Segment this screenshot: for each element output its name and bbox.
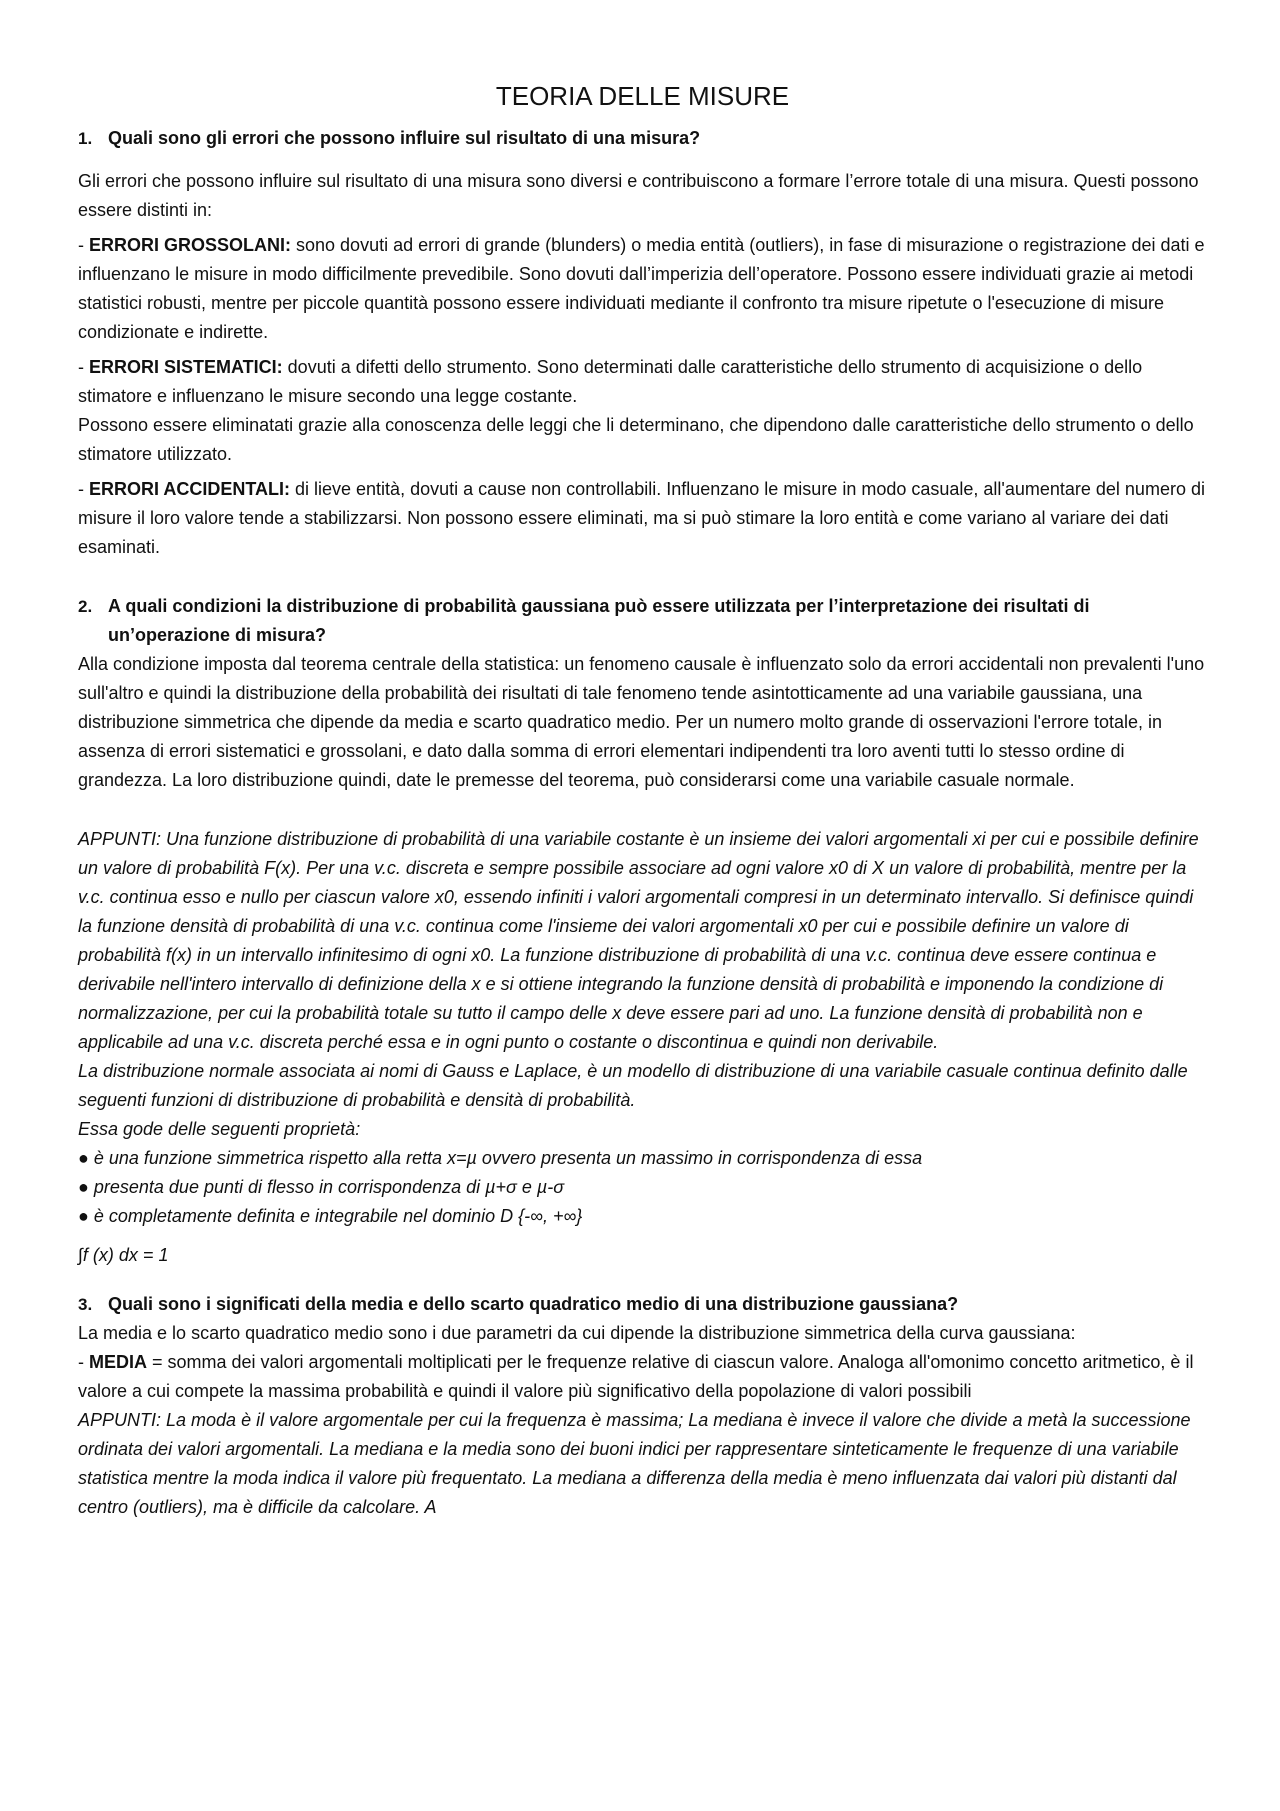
errori-accidentali-text: di lieve entità, dovuti a cause non controllabili. Influenzano le misure in modo casuale, all'aumentare del numero di misure il loro valore tende a stabilizzarsi. Non possono essere eliminati, ma si può stimare la loro entità e come variano al variare dei dati esaminati.: [78, 479, 1205, 557]
q2-appunti: APPUNTI: Una funzione distribuzione di probabilità di una variabile costante è un insieme dei valori argomentali xi per cui e possibile definire un valore di probabilità F(x). Per una v.c. discreta e sempre possibile associare ad ogni valore x0 di X un valore di probabilità, mentre per la v.c. continua esso e nullo per ciascun valore x0, essendo infiniti i valori argomentali compresi in un determinato intervallo. Si definisce quindi la funzione densità di probabilità di una v.c. continua come l'insieme dei valori argomentali x0 per cui e possibile definire un valore di probabilità f(x) in un intervallo infinitesimo di ogni x0. La funzione distribuzione di probabilità di una v.c. continua deve essere continua e derivabile nell'intero intervallo di definizione della x e si ottiene integrando la funzione densità di probabilità e imponendo la condizione di normalizzazione, per cui la probabilità totale su tutto il campo delle x deve essere pari ad uno. La funzione densità di probabilità non e applicabile ad una v.c. discreta perché essa e in ogni punto o costante o discontinua e quindi non derivabile.: [78, 829, 1199, 1052]
q2-proprieta: Essa gode delle seguenti proprietà:: [78, 1119, 361, 1139]
media-definition: - MEDIA = somma dei valori argomentali moltiplicati per le frequenze relative di ciascun valore. Analoga all'omonimo concetto aritmetico, è il valore a cui compete la massima probabilità e quindi il valore più significativo della popolazione di valori possibili: [78, 1352, 1194, 1401]
errori-grossolani-label: ERRORI GROSSOLANI:: [89, 235, 292, 255]
question-1: [78, 124, 1205, 153]
q2-answer: Alla condizione imposta dal teorema centrale della statistica: un fenomeno causale è influenzato solo da errori accidentali non prevalenti l'uno sull'altro e quindi la distribuzione della probabilità dei risultati di tale fenomeno tende asintotticamente ad una variabile gaussiana, una distribuzione simmetrica che dipende da media e scarto quadratico medio. Per un numero molto grande di osservazioni l'errore totale, in assenza di errori sistematici e grossolani, e dato dalla somma di errori elementari indipendenti tra loro aventi tutti lo stesso ordine di grandezza. La loro distribuzione quindi, date le premesse del teorema, può considerarsi come una variabile casuale normale.: [78, 654, 1205, 790]
q2-normale: La distribuzione normale associata ai nomi di Gauss e Laplace, è un modello di distribuzione di una variabile casuale continua definito dalle seguenti funzioni di distribuzione di probabilità e densità di probabilità.: [78, 1061, 1188, 1110]
normalization-formula: ∫f (x) dx = 1: [78, 1245, 169, 1265]
question-text: Quali sono gli errori che possono influire sul risultato di una misura?: [108, 128, 701, 148]
errori-grossolani: - ERRORI GROSSOLANI: sono dovuti ad errori di grande (blunders) o media entità (outliers), in fase di misurazione o registrazione dei dati e influenzano le misure in modo difficilmente prevedibile. Sono dovuti dall’imperizia dell’operatore. Possono essere individuati grazie ai metodi statistici robusti, mentre per piccole quantità possono essere individuati mediante il confronto tra misure ripetute o l'esecuzione di misure condizionate e indirette.: [78, 235, 1205, 342]
q1-intro: Gli errori che possono influire sul risultato di una misura sono diversi e contribuiscono a formare l’errore totale di una misura. Questi possono essere distinti in:: [78, 171, 1199, 220]
question-text: A quali condizioni la distribuzione di probabilità gaussiana può essere utilizzata per l’interpretazione dei risultati di un’operazione di misura?: [108, 596, 1090, 645]
media-text: = somma dei valori argomentali moltiplicati per le frequenze relative di ciascun valore. Analoga all'omonimo concetto aritmetico, è il valore a cui compete la massima probabilità e quindi il valore più significativo della popolazione di valori possibili: [78, 1352, 1194, 1401]
errori-sistematici-label: ERRORI SISTEMATICI:: [89, 357, 283, 377]
errori-grossolani-text: sono dovuti ad errori di grande (blunders) o media entità (outliers), in fase di misurazione o registrazione dei dati e influenzano le misure in modo difficilmente prevedibile. Sono dovuti dall’imperizia dell’operatore. Possono essere individuati grazie ai metodi statistici robusti, mentre per piccole quantità possono essere individuati mediante il confronto tra misure ripetute o l'esecuzione di misure condizionate e indirette.: [78, 235, 1205, 342]
page-title: TEORIA DELLE MISURE: [495, 81, 790, 111]
property-bullet: ● presenta due punti di flesso in corrispondenza di µ+σ e µ-σ: [78, 1177, 565, 1197]
errori-accidentali: - ERRORI ACCIDENTALI: di lieve entità, dovuti a cause non controllabili. Influenzano le misure in modo casuale, all'aumentare del numero di misure il loro valore tende a stabilizzarsi. Non possono essere eliminati, ma si può stimare la loro entità e come variano al variare dei dati esaminati.: [78, 479, 1205, 557]
errori-sistematici-text-2: Possono essere eliminatati grazie alla conoscenza delle leggi che li determinano, che dipendono dalle caratteristiche dello strumento o dello stimatore utilizzato.: [78, 415, 1194, 464]
media-label: MEDIA: [89, 1352, 147, 1372]
errori-accidentali-label: ERRORI ACCIDENTALI:: [89, 479, 290, 499]
q3-intro: La media e lo scarto quadratico medio sono i due parametri da cui dipende la distribuzione simmetrica della curva gaussiana:: [78, 1323, 1076, 1343]
question-number: 2.: [78, 597, 93, 616]
errori-sistematici-text: dovuti a difetti dello strumento. Sono determinati dalle caratteristiche dello strumento di acquisizione o dello stimatore e influenzano le misure secondo una legge costante.: [78, 357, 1143, 406]
question-number: 3.: [78, 1295, 93, 1314]
property-bullet: ● è completamente definita e integrabile nel dominio D {-∞, +∞}: [78, 1206, 583, 1226]
question-2: [78, 592, 1205, 650]
question-text: Quali sono i significati della media e dello scarto quadratico medio di una distribuzione gaussiana?: [108, 1294, 959, 1314]
errori-sistematici: - ERRORI SISTEMATICI: dovuti a difetti dello strumento. Sono determinati dalle caratteristiche dello strumento di acquisizione o dello stimatore e influenzano le misure secondo una legge costante.: [78, 357, 1143, 406]
question-number: 1.: [78, 129, 93, 148]
question-3: [78, 1290, 1205, 1319]
q3-appunti: APPUNTI: La moda è il valore argomentale per cui la frequenza è massima; La mediana è invece il valore che divide a metà la successione ordinata dei valori argomentali. La mediana e la media sono dei buoni indici per rappresentare sinteticamente le frequenze di una variabile statistica mentre la moda indica il valore più frequentato. La mediana a differenza della media è meno influenzata dai valori più distanti dal centro (outliers), ma è difficile da calcolare. A: [78, 1410, 1191, 1517]
property-bullet: ● è una funzione simmetrica rispetto alla retta x=µ ovvero presenta un massimo in corrispondenza di essa: [78, 1148, 923, 1168]
